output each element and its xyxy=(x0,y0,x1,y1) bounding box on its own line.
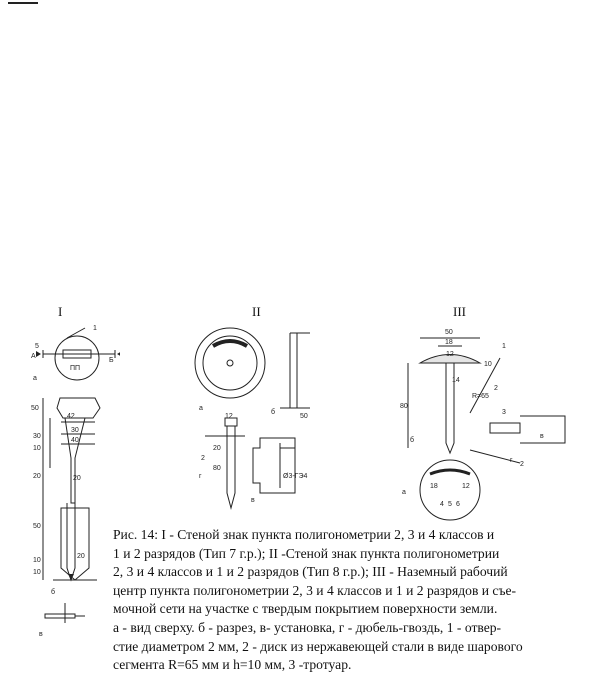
fig1-dim-20b: 20 xyxy=(33,473,41,480)
fig3-dim-80: 80 xyxy=(400,403,408,410)
drawing-wall-sign-type-8 xyxy=(185,318,325,523)
fig3-view-a: а xyxy=(402,489,406,496)
fig2-dim-50: 50 xyxy=(300,413,308,420)
figure-caption xyxy=(113,526,598,675)
fig3-view-g: г xyxy=(510,457,513,464)
fig1-dim-20: 20 xyxy=(73,475,81,482)
fig2-dim-hole: Ø3-ГЭ4 xyxy=(283,473,308,480)
fig2-view-a: а xyxy=(199,405,203,412)
fig2-view-b: б xyxy=(271,409,276,416)
fig1-plate-text: ПП xyxy=(70,365,81,372)
fig1-dim-50b: 50 xyxy=(33,523,41,530)
panel-label-1: I xyxy=(58,304,63,319)
caption-line: центр пункта полигонометрии 2, 3 и 4 классов и 1 и 2 разрядов и съе- xyxy=(113,582,517,598)
fig3-dim-14: 14 xyxy=(452,377,460,384)
fig3-callout-3: 3 xyxy=(502,409,506,416)
fig3-disk-num-4: 4 xyxy=(440,501,444,508)
fig3-dim-r65: R=65 xyxy=(472,393,489,400)
fig3-dim-50: 50 xyxy=(445,329,453,336)
fig1-dim-30b: 30 xyxy=(33,433,41,440)
fig1-dim-5: 5 xyxy=(35,343,39,350)
fig1-callout-1: 1 xyxy=(93,325,97,332)
fig3-view-b: б xyxy=(410,437,415,444)
fig3-disk-num-18: 18 xyxy=(430,483,438,490)
fig3-dim-12: 12 xyxy=(446,351,454,358)
fig1-dim-42: 42 xyxy=(67,413,75,420)
fig2-dim-20: 20 xyxy=(213,445,221,452)
fig2-dim-2: 2 xyxy=(201,455,205,462)
fig3-disk-num-12: 12 xyxy=(462,483,470,490)
fig2-dim-12: 12 xyxy=(225,413,233,420)
fig1-dim-30: 30 xyxy=(71,427,79,434)
caption-line: 1 и 2 разрядов (Тип 7 г.р.); II -Стеной знак пункта полигонометрии xyxy=(113,545,500,561)
section-head xyxy=(57,398,100,418)
fig1-section-b: Б xyxy=(109,357,114,364)
drawing-ground-working-centre xyxy=(390,318,595,523)
caption-line: а - вид сверху. б - разрез, в- установка, г - дюбель-гвоздь, 1 - отвер- xyxy=(113,619,502,635)
fig3-disk-num-6: 6 xyxy=(456,501,460,508)
fig1-section-a: А xyxy=(31,353,36,360)
fig1-dim-10c: 10 xyxy=(33,569,41,576)
caption-line: сегмента R=65 мм и h=10 мм, 3 -тротуар. xyxy=(113,657,352,673)
caption-line: Рис. 14: I - Стеной знак пункта полигонометрии 2, 3 и 4 классов и xyxy=(113,527,495,542)
caption-line: стие диаметром 2 мм, 2 - диск из нержавеющей стали в виде шарового xyxy=(113,638,523,654)
fig3-dim-10: 10 xyxy=(484,361,492,368)
fig3-callout-1: 1 xyxy=(502,343,506,350)
caption-line: 2, 3 и 4 классов и 1 и 2 разрядов (Тип 8 г.р.); III - Наземный рабочий xyxy=(113,564,508,580)
fig2-dim-80: 80 xyxy=(213,465,221,472)
fig3-dim-18: 18 xyxy=(445,339,453,346)
fig1-dim-20c: 20 xyxy=(77,553,85,560)
drawing-wall-sign-type-7 xyxy=(5,318,120,643)
fig2-view-g: г xyxy=(199,473,202,480)
fig1-dim-10: 10 xyxy=(33,445,41,452)
fig3-disk-num-5: 5 xyxy=(448,501,452,508)
panel-label-3: III xyxy=(453,304,466,319)
fig1-view-v: в xyxy=(39,631,43,638)
fig3-callout-2: 2 xyxy=(494,385,498,392)
fig1-dim-10b: 10 xyxy=(33,557,41,564)
page-corner-mark xyxy=(8,2,38,4)
fig3-view-v: в xyxy=(540,433,544,440)
fig1-dim-40: 40 xyxy=(71,437,79,444)
caption-line: мочной сети на участке с твердым покрытием поверхности земли. xyxy=(113,601,498,617)
fig2-view-v: в xyxy=(251,497,255,504)
fig1-dim-50: 50 xyxy=(31,405,39,412)
fig1-view-b: б xyxy=(51,589,56,596)
top-view-disk xyxy=(195,328,265,398)
fig3-callout-2b: 2 xyxy=(520,461,524,468)
fig1-view-a: а xyxy=(33,375,37,382)
panel-label-2: II xyxy=(252,304,261,319)
